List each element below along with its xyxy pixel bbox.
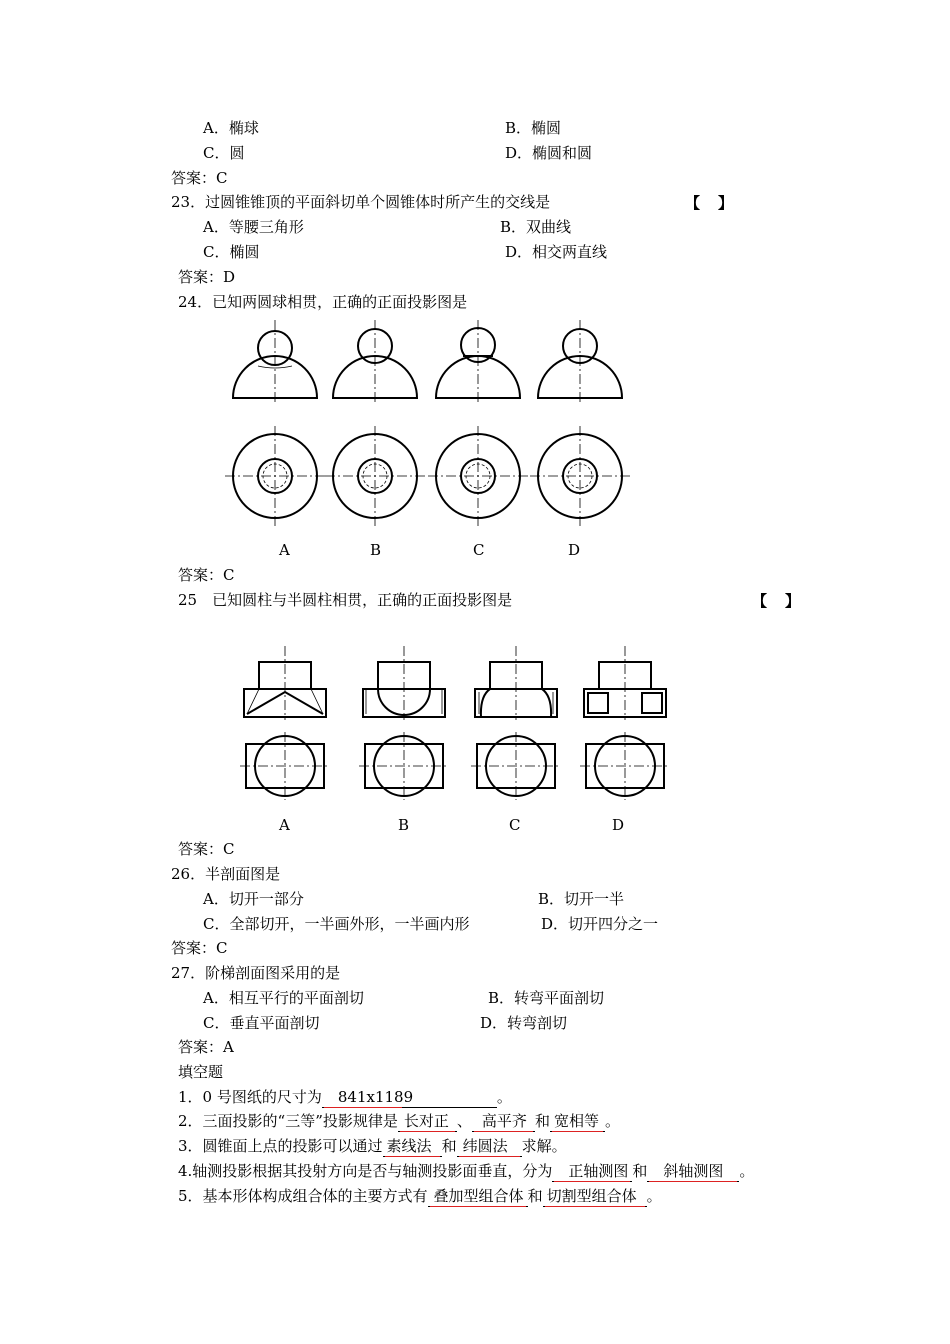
q25-option-a-drawing (240, 646, 330, 800)
fill-3-suffix: 求解。 (521, 1137, 567, 1155)
q26-stem: 26．半剖面图是 (171, 865, 281, 883)
q27-stem: 27．阶梯剖面图采用的是 (171, 964, 341, 982)
fill-5-sep-1: 和 (527, 1187, 543, 1205)
fill-2-sep-2: 和 (534, 1112, 550, 1130)
q23-option-b: B．双曲线 (500, 218, 572, 236)
fill-heading: 填空题 (178, 1063, 224, 1081)
q23-bracket: 【】 (685, 194, 752, 212)
q25-option-d-drawing (580, 646, 670, 800)
q27-option-d: D．转弯剖切 (480, 1014, 568, 1032)
q27-answer: 答案：A (178, 1038, 234, 1056)
q24-option-c-drawing (428, 320, 528, 526)
fill-3-answer-1-text: 素线法 (386, 1137, 432, 1155)
fill-4-prefix: 4.轴测投影根据其投射方向是否与轴测投影面垂直，分为 (178, 1162, 553, 1180)
fill-4-answer-1 (552, 1161, 632, 1182)
fill-1-suffix: 。 (496, 1088, 512, 1106)
q22-option-d: D．椭圆和圆 (505, 144, 593, 162)
q25-stem: 25 已知圆柱与半圆柱相贯，正确的正面投影图是 (178, 591, 513, 609)
fill-3-answer-2-text: 纬圆法 (462, 1137, 508, 1155)
fill-2-answer-3 (550, 1111, 605, 1132)
q25-label-b: B (398, 816, 410, 834)
q23-option-c: C．椭圆 (203, 243, 260, 261)
q24-figure (220, 318, 640, 528)
fill-4-answer-2-text: 斜轴测图 (663, 1162, 724, 1180)
q25-answer: 答案：C (178, 840, 235, 858)
fill-item-4 (178, 1161, 754, 1182)
fill-1-answer-text: 841x1189 (337, 1088, 414, 1106)
q24-label-a: A (279, 541, 290, 559)
q26-option-b: B．切开一半 (538, 890, 625, 908)
fill-item-2 (178, 1111, 620, 1132)
fill-1-prefix: 1．0 号图纸的尺寸为 (178, 1088, 322, 1106)
fill-5-suffix: 。 (646, 1187, 662, 1205)
fill-2-sep-1: 、 (456, 1112, 472, 1130)
q25-label-d: D (612, 816, 625, 834)
q27-option-b: B．转弯平面剖切 (488, 989, 605, 1007)
q26-option-c: C．全部切开，一半画外形，一半画内形 (203, 915, 470, 933)
q25-option-c-drawing (471, 646, 561, 800)
q24-label-d: D (568, 541, 581, 559)
q25-label-a: A (279, 816, 290, 834)
fill-5-answer-1 (428, 1186, 528, 1207)
fill-item-3 (178, 1136, 567, 1157)
fill-5-answer-2-text: 切割型组合体 (546, 1187, 637, 1205)
q23-stem: 23．过圆锥锥顶的平面斜切单个圆锥体时所产生的交线是 (171, 193, 551, 211)
fill-1-answer (322, 1087, 497, 1108)
q24-label-c: C (473, 541, 485, 559)
fill-2-answer-3-text: 宽相等 (553, 1112, 599, 1130)
fill-2-suffix: 。 (604, 1112, 620, 1130)
q23-option-a: A．等腰三角形 (203, 218, 304, 236)
q24-option-a-drawing (225, 320, 325, 526)
fill-3-answer-2 (457, 1136, 522, 1157)
q22-option-a: A．椭球 (203, 119, 259, 137)
q25-label-c: C (509, 816, 521, 834)
q24-option-b-drawing (325, 320, 425, 526)
q25-option-b-drawing (359, 646, 449, 800)
q23-answer: 答案：D (178, 268, 236, 286)
fill-2-answer-2 (472, 1111, 535, 1132)
q23-option-d: D．相交两直线 (505, 243, 608, 261)
fill-4-answer-2 (647, 1161, 739, 1182)
q27-option-a: A．相互平行的平面剖切 (203, 989, 364, 1007)
fill-item-5 (178, 1186, 662, 1207)
q26-answer: 答案：C (171, 939, 228, 957)
fill-4-sep-1: 和 (632, 1162, 648, 1180)
fill-2-prefix: 2．三面投影的“三等”投影规律是 (178, 1112, 398, 1130)
q26-option-a: A．切开一部分 (203, 890, 304, 908)
q22-option-b: B．椭圆 (505, 119, 562, 137)
q25-bracket: 【】 (752, 592, 819, 610)
q25-figure (238, 644, 678, 804)
fill-5-answer-2 (543, 1186, 647, 1207)
fill-4-suffix: 。 (739, 1162, 755, 1180)
q22-option-c: C．圆 (203, 144, 245, 162)
fill-item-1 (178, 1087, 512, 1108)
fill-4-answer-1-text: 正轴测图 (568, 1162, 629, 1180)
q24-option-d-drawing (530, 320, 630, 526)
fill-3-answer-1 (383, 1136, 442, 1157)
q24-label-b: B (370, 541, 382, 559)
q22-answer: 答案：C (171, 169, 228, 187)
fill-2-answer-2-text: 高平齐 (481, 1112, 527, 1130)
fill-3-prefix: 3．圆锥面上点的投影可以通过 (178, 1137, 383, 1155)
fill-5-answer-1-text: 叠加型组合体 (433, 1187, 524, 1205)
q24-answer: 答案：C (178, 566, 235, 584)
q26-option-d: D．切开四分之一 (541, 915, 659, 933)
q24-stem: 24．已知两圆球相贯，正确的正面投影图是 (178, 293, 468, 311)
fill-3-sep-1: 和 (441, 1137, 457, 1155)
fill-2-answer-1-text: 长对正 (403, 1112, 449, 1130)
fill-5-prefix: 5．基本形体构成组合体的主要方式有 (178, 1187, 428, 1205)
fill-2-answer-1 (398, 1111, 457, 1132)
q27-option-c: C．垂直平面剖切 (203, 1014, 320, 1032)
